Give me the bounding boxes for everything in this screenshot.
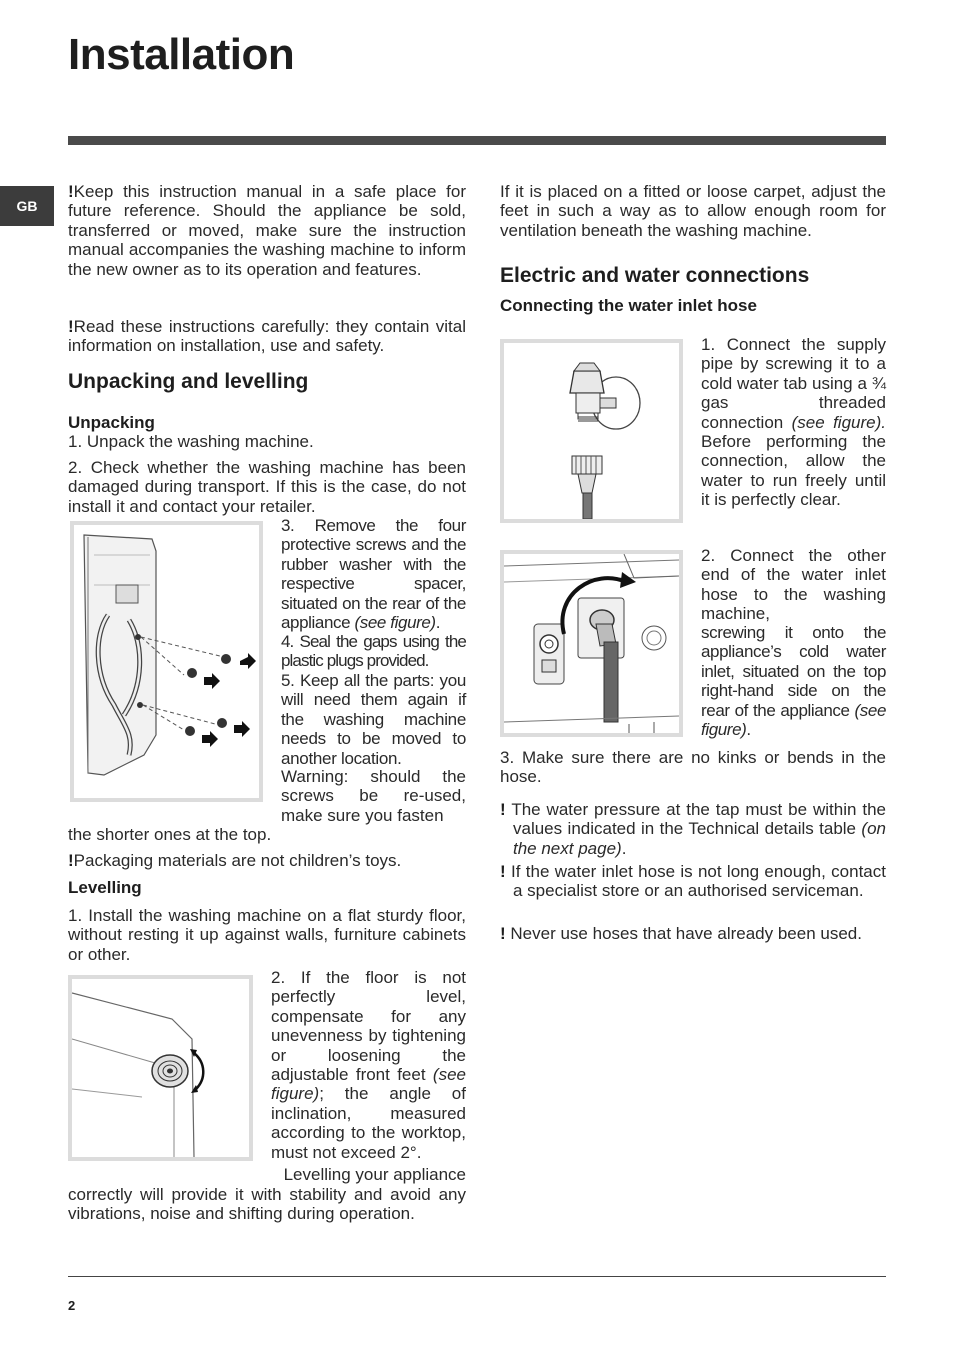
inlet-step-1: 1. Connect the supply pipe by screwing it to a cold water tab using a ¾ gas threaded connection (see figure). Before performing the connection, allow the water to run freely until it is perfectly clear. xyxy=(701,335,886,510)
unpacking-warning-cont: the shorter ones at the top. xyxy=(68,825,272,844)
unpacking-warning: Warning: should the screws be re-used, make sure you fasten xyxy=(281,767,466,825)
levelling-step-1: 1. Install the washing machine on a flat sturdy floor, without resting it up against walls, furniture cabinets or other. xyxy=(68,906,466,964)
unpacking-step-5: 5. Keep all the parts: you will need them again if the washing machine needs to be moved to another location. xyxy=(281,671,466,768)
subheading-inlet-hose: Connecting the water inlet hose xyxy=(500,296,757,315)
exclamation-icon: ! xyxy=(500,862,506,881)
exclamation-icon: ! xyxy=(500,924,506,943)
unpacking-step-2: 2. Check whether the washing machine has been damaged during transport. If this is the case, do not install it and contact your retailer. xyxy=(68,458,466,516)
inlet-step-2-cont: screwing it onto the appliance’s cold water inlet, situated on the top right-hand side on the rear of the appliance (see figure). xyxy=(701,623,887,740)
note-water-pressure: ! The water pressure at the tap must be within the values indicated in the Technical details table (on the next page). xyxy=(500,800,886,858)
section-heading-connections: Electric and water connections xyxy=(500,264,810,287)
page-number: 2 xyxy=(68,1298,76,1313)
subheading-levelling: Levelling xyxy=(68,878,142,897)
inlet-step-3: 3. Make sure there are no kinks or bends in the hose. xyxy=(500,748,886,787)
levelling-cont-2: correctly will provide it with stability and avoid any vibrations, noise and shifting during operation. xyxy=(68,1185,466,1224)
footer-rule xyxy=(68,1276,886,1277)
unpacking-step-1: 1. Unpack the washing machine. xyxy=(68,432,314,451)
exclamation-icon: ! xyxy=(68,317,74,336)
unpacking-step-3: 3. Remove the four protective screws and the rubber washer with the respective spacer, situated on the rear of the appliance (see figure). xyxy=(281,516,466,633)
note-read-instructions: !Read these instructions carefully: they contain vital information on installation, use and safety. xyxy=(68,317,466,356)
note-hose-length: ! If the water inlet hose is not long enough, contact a specialist store or an authorised serviceman. xyxy=(500,862,886,901)
note-keep-manual: !Keep this instruction manual in a safe place for future reference. Should the appliance be sold, transferred or moved, make sure the instruction manual accompanies the washing machine to inform the new owner as to its operation and features. xyxy=(68,182,466,279)
language-tab: GB xyxy=(0,186,54,226)
section-heading-unpacking: Unpacking and levelling xyxy=(68,370,309,393)
carpet-paragraph: If it is placed on a fitted or loose carpet, adjust the feet in such a way as to allow enough room for ventilation beneath the washing machine. xyxy=(500,182,886,240)
exclamation-icon: ! xyxy=(68,851,74,870)
inlet-connection-figure xyxy=(500,550,683,737)
levelling-cont: Levelling your appliance xyxy=(283,1165,466,1184)
inlet-step-2: 2. Connect the other end of the water inlet hose to the washing machine, xyxy=(701,546,886,624)
rear-panel-screws-figure xyxy=(70,521,263,802)
exclamation-icon: ! xyxy=(500,800,506,819)
tap-connector-figure xyxy=(500,339,683,523)
subheading-unpacking: Unpacking xyxy=(68,413,155,432)
exclamation-icon: ! xyxy=(68,182,74,201)
title-rule xyxy=(68,136,886,145)
note-packaging: !Packaging materials are not children’s toys. xyxy=(68,851,402,870)
levelling-step-2: 2. If the floor is not perfectly level, compensate for any unevenness by tightening or loosening the adjustable front feet (see figure); the angle of inclination, measured according to the worktop, must not exceed 2°. xyxy=(271,968,466,1162)
note-used-hoses: ! Never use hoses that have already been used. xyxy=(500,924,862,943)
unpacking-step-4: 4. Seal the gaps using the plastic plugs provided. xyxy=(281,632,466,671)
adjustable-foot-figure xyxy=(68,975,253,1161)
page-title: Installation xyxy=(68,30,295,79)
